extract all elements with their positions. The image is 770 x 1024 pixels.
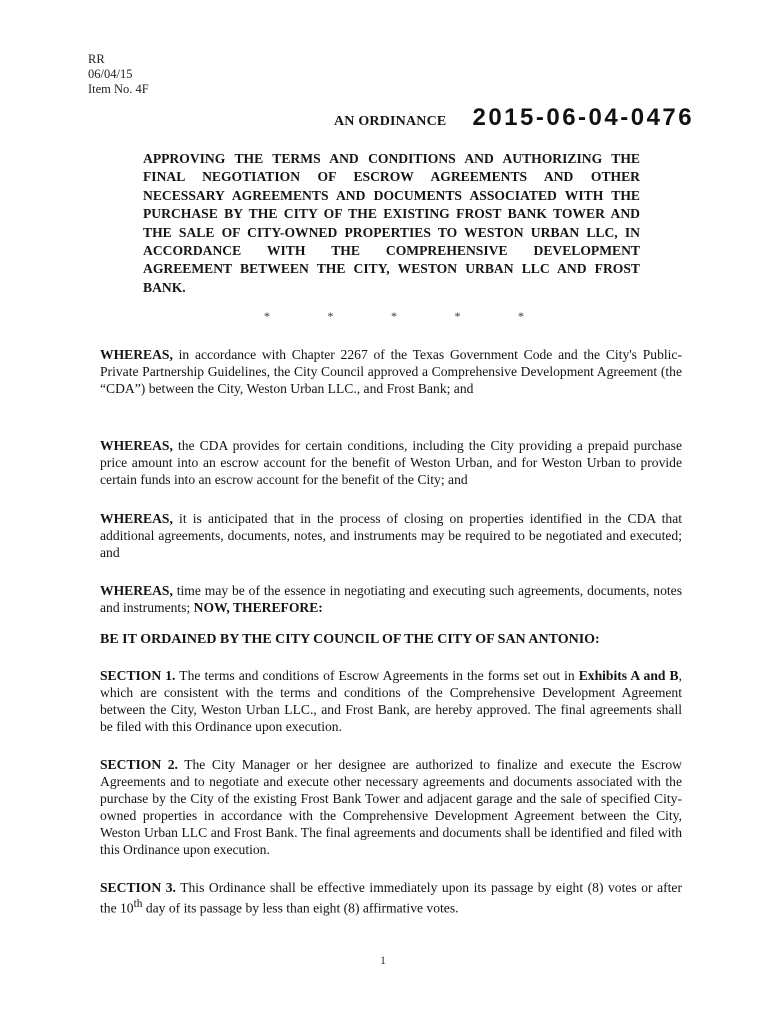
whereas-lead: WHEREAS, (100, 511, 173, 526)
ordinance-subject: APPROVING THE TERMS AND CONDITIONS AND AUTHORIZING THE FINAL NEGOTIATION OF ESCROW AGREEMENTS AND OTHER NECESSARY AGREEMENTS AND DOCUMENTS ASSOCIATED WITH THE PURCHASE BY THE CITY OF THE EXISTING FROST BANK TOWER AND THE SALE OF CITY-OWNED PROPERTIES TO WESTON URBAN LLC, IN ACCORDANCE WITH THE COMPREHENSIVE DEVELOPMENT AGREEMENT BETWEEN THE CITY, WESTON URBAN LLC AND FROST BANK. (143, 151, 640, 295)
separator-star: * (454, 309, 461, 323)
section-3 (100, 879, 682, 917)
header-initials: RR (88, 52, 105, 66)
whereas-clause (100, 437, 682, 488)
section-text: day of its passage by less than eight (8) affirmative votes. (142, 900, 459, 916)
whereas-lead: WHEREAS, (100, 438, 173, 453)
header-date: 06/04/15 (88, 67, 133, 81)
section-text: The City Manager or her designee are authorized to finalize and execute the Escrow Agreements and to negotiate and execute other necessary agreements and documents associated with the purchase by the City of the existing Frost Bank Tower and adjacent garage and the sale of specified City-owned properties in accordance with the Comprehensive Development Agreement between the City, Weston Urban LLC and Frost Bank. The final agreements and documents shall be identified and filed with this Ordinance upon execution. (100, 757, 682, 857)
whereas-text: time may be of the essence in negotiating and executing such agreements, documents, notes and instruments; (100, 583, 682, 615)
separator-star: * (518, 309, 524, 323)
whereas-text: in accordance with Chapter 2267 of the Texas Government Code and the City's Public-Private Partnership Guidelines, the City Council approved a Comprehensive Development Agreement (the “CDA”) between the City, Weston Urban LLC., and Frost Bank; and (100, 347, 682, 396)
separator-star: * (391, 309, 397, 323)
whereas-text: the CDA provides for certain conditions, including the City providing a prepaid purchase price amount into an escrow account for the benefit of Weston Urban, and for Weston Urban to provide certain funds into an escrow account for the benefit of the City; and (100, 438, 682, 487)
now-therefore: NOW, THEREFORE: (193, 600, 323, 615)
section-lead: SECTION 3. (100, 880, 176, 895)
section-lead: SECTION 2. (100, 757, 178, 772)
section-lead: SECTION 1. (100, 668, 176, 683)
page-number: 1 (380, 953, 386, 967)
section-2 (100, 756, 682, 858)
ordinal-suffix: th (133, 898, 143, 910)
whereas-clause (100, 582, 682, 616)
whereas-lead: WHEREAS, (100, 347, 173, 362)
separator-star: * (264, 309, 270, 323)
separator-star: * (327, 309, 334, 323)
section-separator (264, 309, 524, 324)
whereas-clause (100, 346, 682, 397)
document-header-meta (88, 52, 149, 97)
section-text: , which are consistent with the terms and conditions of the Comprehensive Development Agreement between the City, Weston Urban LLC., and Frost Bank, are hereby approved. The final agreements shall be filed with this Ordinance upon execution. (100, 668, 682, 734)
whereas-clause (100, 510, 682, 561)
section-1 (100, 667, 682, 735)
section-text: This Ordinance shall be effective immediately upon its passage by eight (8) votes or after the 10 (100, 880, 682, 916)
whereas-lead: WHEREAS, (100, 583, 173, 598)
section-text: The terms and conditions of Escrow Agreements in the forms set out in (175, 668, 579, 683)
whereas-text: it is anticipated that in the process of closing on properties identified in the CDA that additional agreements, documents, notes, and instruments may be required to be negotiated and executed; and (100, 511, 682, 560)
ordinance-number-stamp: 2015-06-04-0476 (472, 104, 695, 131)
header-item-number: Item No. 4F (88, 82, 149, 96)
ordaining-clause: BE IT ORDAINED BY THE CITY COUNCIL OF THE CITY OF SAN ANTONIO: (100, 632, 600, 647)
ordinance-title (334, 104, 694, 132)
exhibits-reference: Exhibits A and B (578, 668, 679, 683)
ordinance-label: AN ORDINANCE (334, 114, 447, 129)
